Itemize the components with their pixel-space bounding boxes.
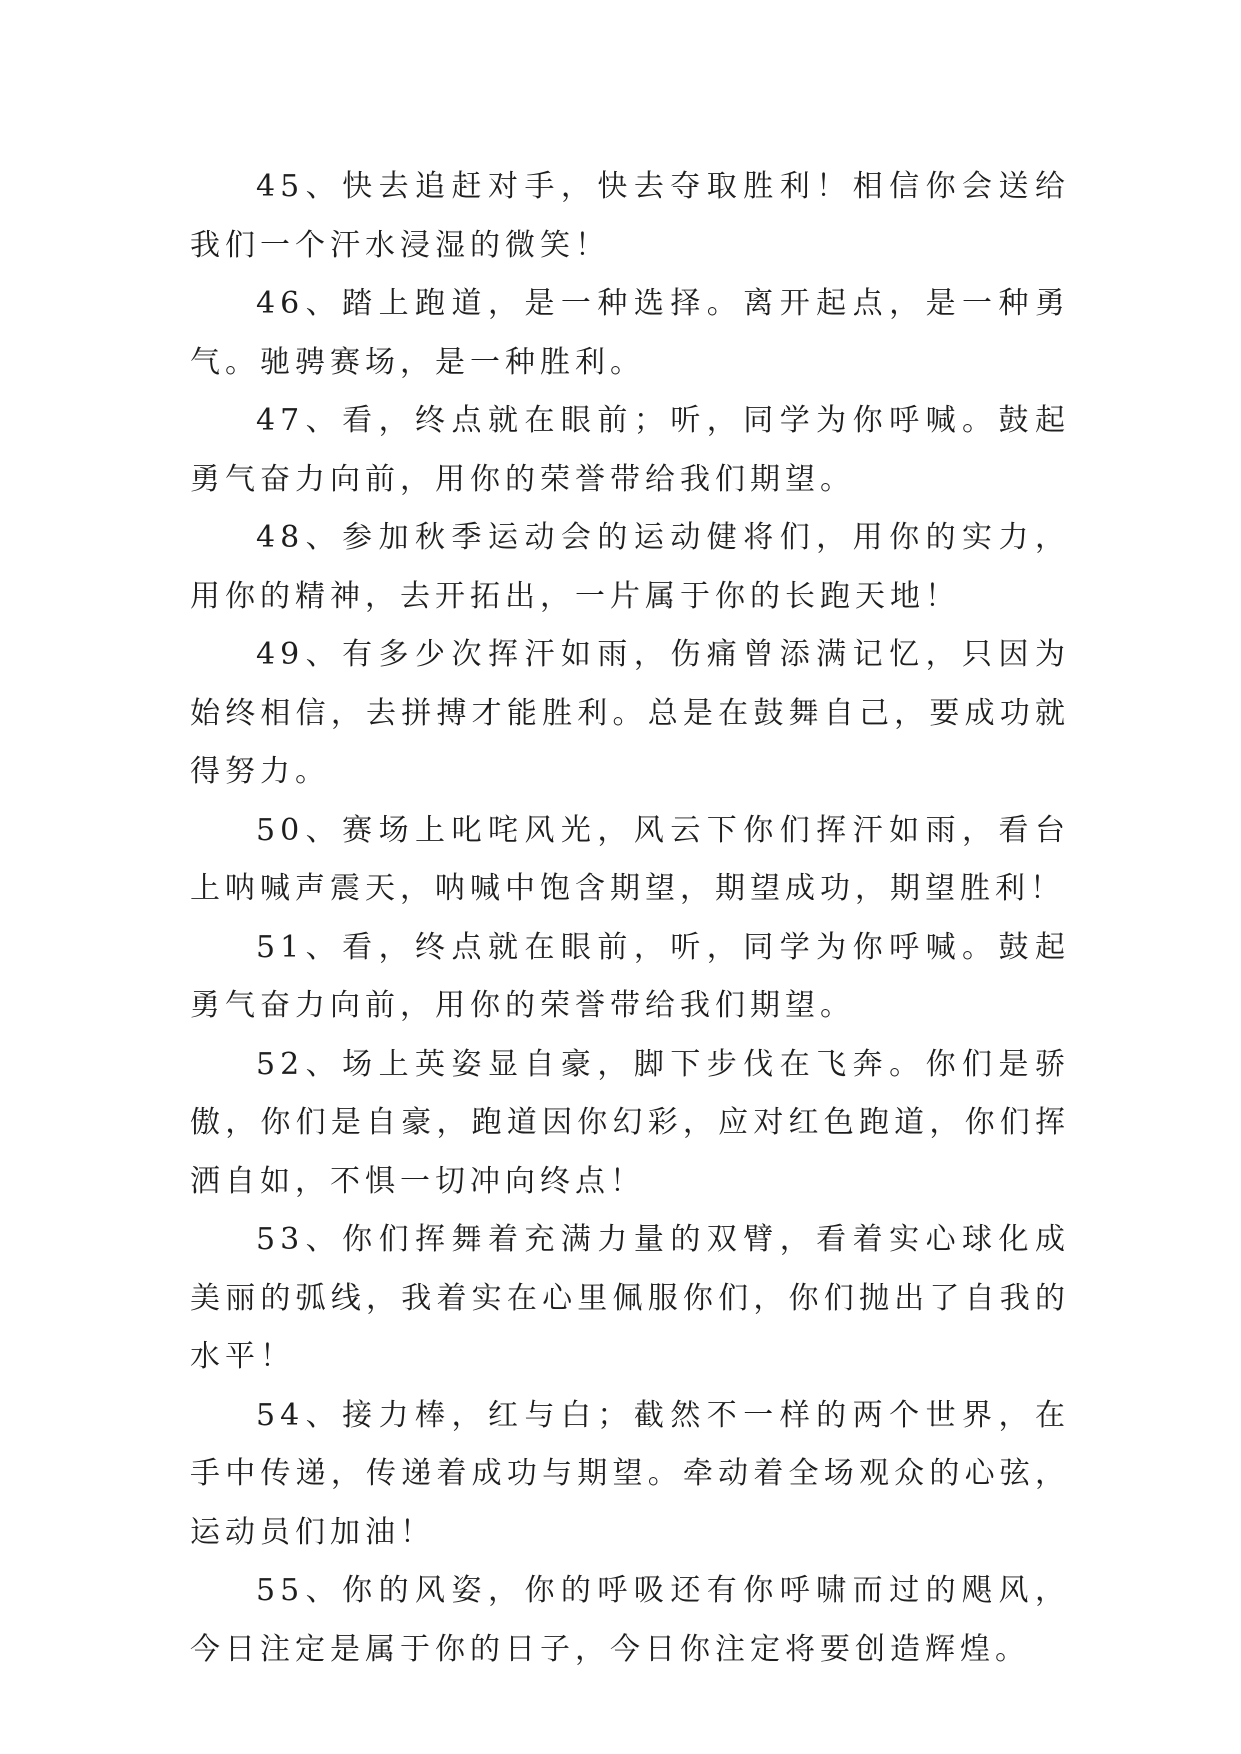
paragraph-46: 46、踏上跑道，是一种选择。离开起点，是一种勇气。驰骋赛场，是一种胜利。 [190, 286, 1070, 380]
paragraph-45: 45、快去追赶对手，快去夺取胜利！相信你会送给我们一个汗水浸湿的微笑！ [190, 169, 1070, 263]
paragraph-47: 47、看，终点就在眼前；听，同学为你呼喊。鼓起勇气奋力向前，用你的荣誉带给我们期望。 [190, 403, 1070, 497]
paragraph-48: 48、参加秋季运动会的运动健将们，用你的实力，用你的精神，去开拓出，一片属于你的长跑天地！ [190, 520, 1070, 614]
paragraph-53: 53、你们挥舞着充满力量的双臂，看着实心球化成美丽的弧线，我着实在心里佩服你们，你们抛出了自我的水平！ [190, 1222, 1070, 1374]
paragraph-52: 52、场上英姿显自豪，脚下步伐在飞奔。你们是骄傲，你们是自豪，跑道因你幻彩，应对红色跑道，你们挥洒自如，不惧一切冲向终点！ [190, 1046, 1070, 1199]
paragraph-54: 54、接力棒，红与白；截然不一样的两个世界，在手中传递，传递着成功与期望。牵动着全场观众的心弦，运动员们加油！ [190, 1397, 1070, 1550]
paragraph-55: 55、你的风姿，你的呼吸还有你呼啸而过的飓风，今日注定是属于你的日子，今日你注定将要创造辉煌。 [190, 1573, 1070, 1667]
paragraph-51: 51、看，终点就在眼前，听，同学为你呼喊。鼓起勇气奋力向前，用你的荣誉带给我们期望。 [190, 929, 1070, 1023]
paragraph-49: 49、有多少次挥汗如雨，伤痛曾添满记忆，只因为始终相信，去拼搏才能胜利。总是在鼓舞自己，要成功就得努力。 [190, 637, 1070, 789]
paragraph-50: 50、赛场上叱咤风光，风云下你们挥汗如雨，看台上呐喊声震天，呐喊中饱含期望，期望成功，期望胜利！ [190, 812, 1070, 906]
document-body [190, 158, 1070, 1679]
